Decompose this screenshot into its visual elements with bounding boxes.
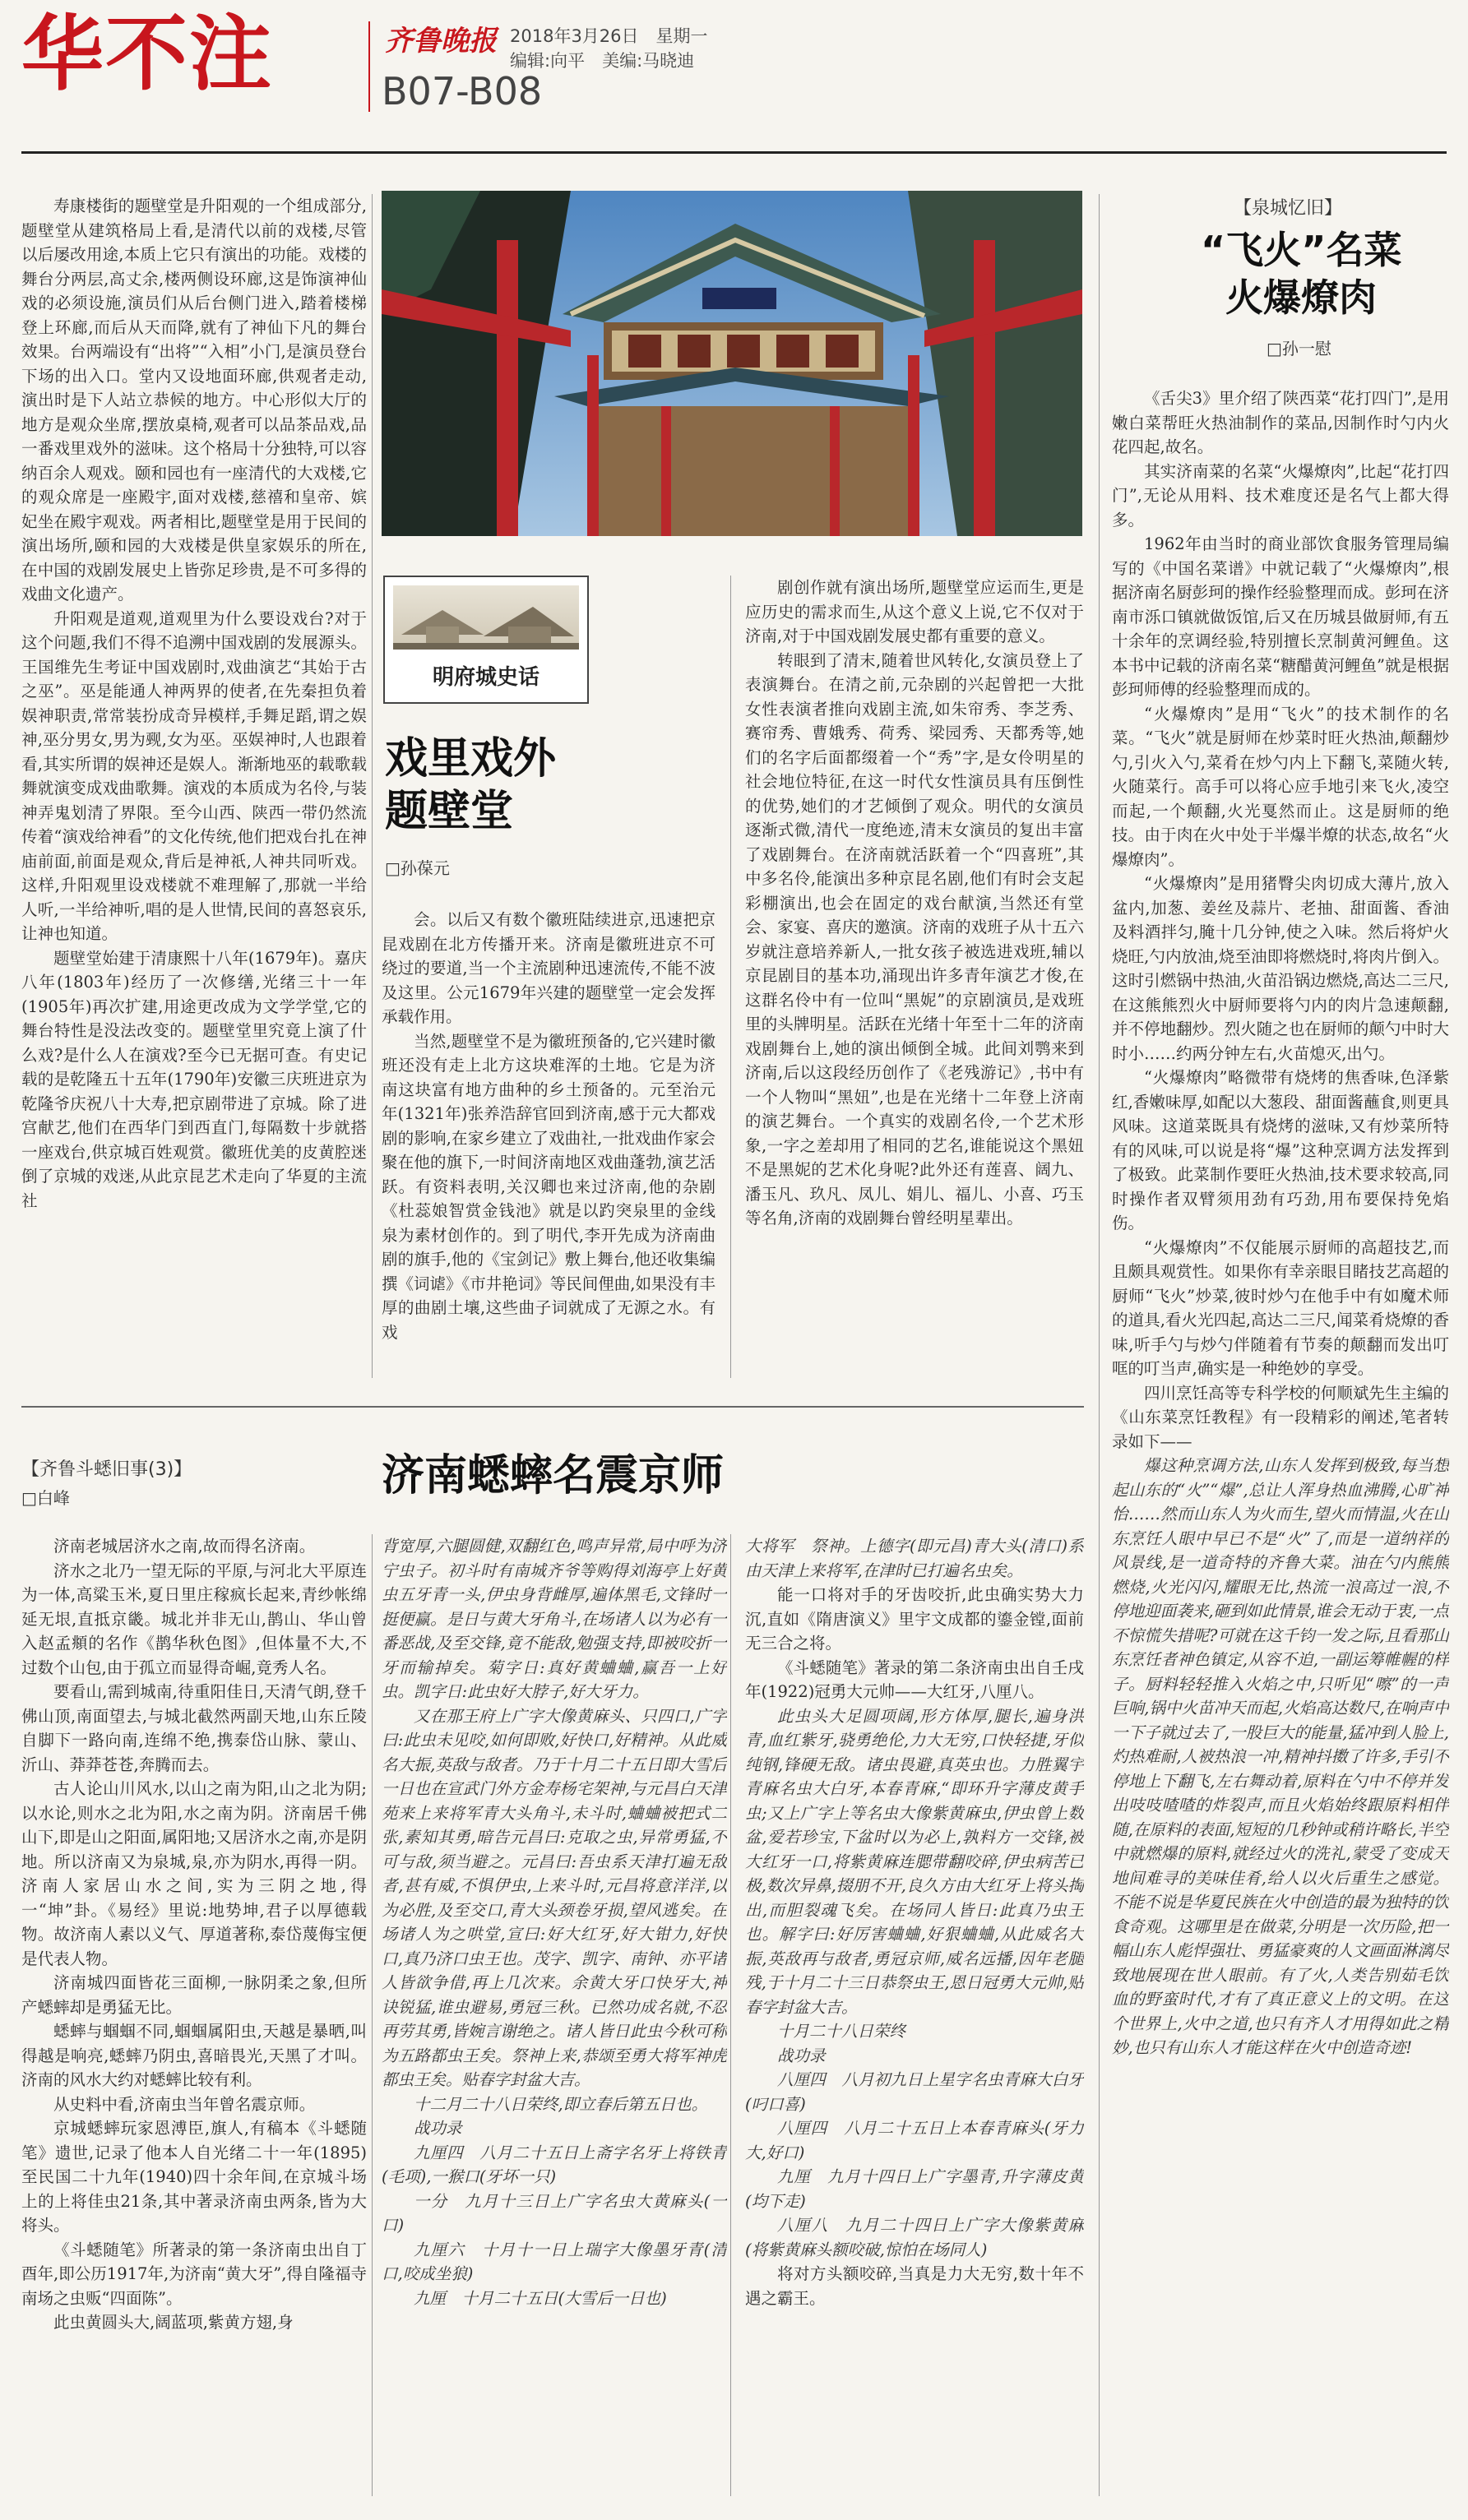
page-range: B07-B08 [382,69,543,113]
article3-column-2 [382,1534,727,2498]
header-rule [21,151,1447,154]
article1-paragraph: 寿康楼街的题壁堂是升阳观的一个组成部分,题壁堂从建筑格局上看,是清代以前的戏楼,尽管以后屡改用途,本质上它只有演出的功能。戏楼的舞台分两层,高丈余,楼两侧设环廊,这是饰演神仙戏的必须设施,演员们从后台侧门进入,踏着楼梯登上环廊,而后从天而降,就有了神仙下凡的舞台效果。台两端设有“出将”“入相”小门,是演员登台下场的出入口。堂内又设地面环廊,供观者走动,演出时是下人站立恭候的地方。中心形似大厅的地方是观众坐席,摆放桌椅,观者可以品茶品戏,品一番戏里戏外的滋味。这个格局十分独特,可以容纳百余人观戏。颐和园也有一座清代的大戏楼,它的观众席是一座殿宇,面对戏楼,慈禧和皇帝、嫔妃坐在殿宇观戏。两者相比,题壁堂是用于民间的演出场所,颐和园的大戏楼是供皇家娱乐的所在,在中国的戏剧发展史上皆弥足珍贵,是不可多得的戏曲文化遗产。 [21,197,367,603]
article1-byline: □孙葆元 [385,858,450,878]
article3-byline: □白峰 [21,1488,70,1508]
article2-paragraph: “火爆燎肉”是用猪臀尖肉切成大薄片,放入盆内,加葱、姜丝及蒜片、老抽、甜面酱、香油及料酒拌匀,腌十几分钟,使之入味。然后将炉火烧旺,勺内放油,烧至油即将燃烧时,将肉片倒入。这时引燃锅中热油,火苗沿锅边燃烧,高达二三尺,在这熊熊烈火中厨师要将勺内的肉片急速颠翻,并不停地翻炒。烈火随之也在厨师的颠勺中时大时小……约两分钟左右,火苗熄灭,出勺。 [1112,874,1449,1063]
article2-column-tag: 【泉城忆旧】 [1234,198,1343,219]
article3-headline: 济南蟋蟀名震京师 [382,1451,725,1500]
column-divider [730,1534,731,2496]
article2-headline-line1: “飞火”名菜 [1201,228,1402,272]
article1-column-3 [745,576,1084,1378]
old-city-sketch [393,585,579,650]
article1-headline-line2: 题壁堂 [385,787,514,836]
article3-record: 九厘 九月十四日上广字墨青,升字薄皮黄(均下走) [745,2167,1084,2211]
article3-quote: 大将军 祭神。上德字(即元昌)青大头(清口)系由天津上来将军,在津时已打遍名虫矣。 [745,1537,1084,1580]
article1-column-1 [21,194,367,1380]
article2-paragraph: “火爆燎肉”略微带有烧烤的焦香味,色泽紫红,香嫩味厚,如配以大葱段、甜面酱蘸食,则更具风味。这道菜既具有烧烤的滋味,又有炒菜所特有的风味,可以说是将“爆”这种烹调方法发挥到了极致。此菜制作要旺火热油,技术要求较高,同时操作者双臂须用劲有巧劲,用布要保持免焰伤。 [1112,1068,1449,1232]
article3-record: 九厘四 八月二十五日上斋字名牙上将铁青(毛项),一猴口(牙坏一只) [382,2143,727,2186]
article3-column-3 [745,1534,1084,2498]
column-divider [372,194,373,1378]
article3-record: 一分 九月十三日上广字名虫大黄麻头(一口) [382,2191,727,2235]
article3-record: 九厘 十月二十五日(大雪后一日也) [414,2288,667,2308]
column-badge [383,576,589,704]
article3-record: 九厘六 十月十一日上瑞字大像墨牙青(清口,咬成坐狼) [382,2240,727,2283]
article1-column-2 [382,908,715,1378]
article1-paragraph: 题壁堂始建于清康熙十八年(1679年)。嘉庆八年(1803年)经历了一次修缮,光绪三十一年(1905年)再次扩建,用途更改成为文学学堂,它的舞台特性是没法改变的。题壁堂里究竟上演了什么戏?是什么人在演戏?至今已无据可查。有史记载的是乾隆五十五年(1790年)安徽三庆班进京为乾隆爷庆祝八十大寿,把京剧带进了京城。除了进宫献艺,他们在西华门到西直门,每隔数十步就搭一座戏台,供京城百姓观赏。徽班优美的皮黄腔迷倒了京城的戏迷,从此京昆艺术走向了华夏的主流社 [21,948,367,1210]
article2-paragraph: 1962年由当时的商业部饮食服务管理局编写的《中国名菜谱》中就记载了“火爆燎肉”,根据济南名厨彭珂的操作经验整理而成。彭珂在济南市泺口镇就做饭馆,后又在历城县做厨师,有五十余年的烹调经验,特别擅长烹制黄河鲤鱼。这本书中记载的济南名菜“糖醋黄河鲤鱼”就是根据彭珂师傅的经验整理而成的。 [1112,534,1449,699]
article1-paragraph: 升阳观是道观,道观里为什么要设戏台?对于这个问题,我们不得不追溯中国戏剧的发展源头。王国维先生考证中国戏剧时,戏曲演艺“其始于古之巫”。巫是能通人神两界的使者,在先秦担负着娱神职责,常常装扮成奇异模样,手舞足蹈,谓之娱神,巫分男女,男为觋,女为巫。巫娱神时,人也跟着看,其实所谓的娱神还是娱人。渐渐地巫的载歌载舞就演变成戏曲歌舞。演戏的本质成为名伶,与装神弄鬼划清了界限。至今山西、陕西一带仍然流传着“演戏给神看”的文化传统,他们把戏台扎在神庙前面,前面是观众,背后是神祇,人神共同听戏。这样,升阳观里设戏楼就不难理解了,那就一半给人听,一半给神听,唱的是人世情,民间的喜怒哀乐,让神也知道。 [21,608,367,943]
article3-column-1 [21,1534,367,2498]
article3-paragraph: 济水之北乃一望无际的平原,与河北大平原连为一体,高粱玉米,夏日里庄稼疯长起来,青纱帐绵延无垠,直抵京畿。城北并非无山,鹊山、华山曾入赵孟頫的名作《鹊华秋色图》,但体量不大,不过数个山包,由于孤立而显得奇崛,竟秀人名。 [21,1561,367,1677]
column-divider [372,1534,373,2496]
traditional-stage-building-illustration [382,191,1082,536]
article3-records-title: 战功录 [777,2046,826,2065]
article2-paragraph: “火爆燎肉”是用“飞火”的技术制作的名菜。“飞火”就是厨师在炒菜时旺火热油,颠翻炒勺,引火入勺,菜肴在炒勺内上下翻飞,菜随火转,火随菜行。高手可以将心应手地引来飞火,凌空而起,一个颠翻,火光戛然而止。这是厨师的绝技。由于肉在火中处于半爆半燎的状态,故名“火爆燎肉”。 [1112,704,1449,869]
article3-record: 八厘四 八月二十五日上本春青麻头(牙力大,好口) [745,2119,1084,2162]
city-gate-sketch-icon [393,585,579,650]
article3-quote: 又在那王府上广字大像黄麻头、只四口,广字曰:此虫未见咬,如何即败,好快口,好精神。从此威名大振,英敌与敌者。乃于十月二十五日即大雪后一日也在宣武门外方金寿杨宅架神,与元昌白天津苑来上来将军青大头角斗,未斗时,蛐蛐被把式二张,素知其勇,暗告元昌曰:克取之虫,异常勇猛,不可与敌,须当避之。元昌曰:吾虫系天津打遍无敌者,甚有威,不惧伊虫,上来斗时,元昌将意洋洋,以为必胜,及至交口,青大头颈卷牙损,望风逃矣。在场诸人为之哄堂,宣曰:好大红牙,好大钳力,好快口,真乃济口虫王也。茂字、凯字、南钟、亦平诸人皆欲争借,再上几次来。余黄大牙口快牙大,神诀锐猛,谁虫避易,勇冠三秋。已然功成名就,不忍再劳其勇,皆婉言谢绝之。诸人皆日此虫今秋可称为五路都虫王矣。祭神上来,恭颂至勇大将军神虎都虫王矣。贴春字封盆大吉。 [382,1706,727,2089]
page-section-title: 华不注 [21,6,273,102]
article3-column-tag: 【齐鲁斗蟋旧事(3)】 [21,1459,192,1480]
article3-paragraph: 从史料中看,济南虫当年曾名震京师。 [53,2094,316,2114]
article1-paragraph: 当然,题壁堂不是为徽班预备的,它兴建时徽班还没有走上北方这块难浑的土地。它是为济南这块富有地方曲种的乡土预备的。元至治元年(1321年)张养浩辞官回到济南,感于元大都戏剧的影响,在家乡建立了戏曲社,一批戏曲作家会聚在他的旗下,一时间济南地区戏曲蓬勃,演艺活跃。有资料表明,关汉卿也来过济南,他的杂剧《杜蕊娘智赏金钱池》就是以趵突泉里的金线泉为素材创作的。到了明代,李开先成为济南曲剧的旗手,他的《宝剑记》敷上舞台,他还收集编撰《词谑》《市井艳词》等民间俚曲,如果没有丰厚的曲剧土壤,这些曲子词就成了无源之水。有戏 [382,1031,715,1342]
article3-paragraph: 京城蟋蟀玩家恩溥臣,旗人,有稿本《斗蟋随笔》遗世,记录了他本人自光绪二十一年(1895)至民国二十九年(1940)四十余年间,在京城斗场上的上将佳虫21条,其中著录济南虫两条,皆为大将头。 [21,2119,367,2235]
article3-paragraph: 《斗蟋随笔》所著录的第一条济南虫出自丁酉年,即公历1917年,为济南“黄大牙”,得自隆福寺南场之虫贩“四面陈”。 [21,2240,367,2308]
article3-paragraph: 济南老城居济水之南,故而得名济南。 [53,1537,316,1556]
article3-paragraph: 蟋蟀与蝈蝈不同,蝈蝈属阳虫,天越是暴晒,叫得越是响亮,蟋蟀乃阴虫,喜暗畏光,天黑了才叫。济南的风水大约对蟋蟀比较有利。 [21,2022,367,2089]
column-divider [1099,194,1100,2496]
article2-paragraph: 其实济南菜的名菜“火爆燎肉”,比起“花打四门”,无论从用料、技术难度还是名气上都大得多。 [1112,461,1449,529]
article2-paragraph: 四川烹饪高等专科学校的何顺斌先生主编的《山东菜烹饪教程》有一段精彩的阐述,笔者转录如下—— [1112,1383,1449,1451]
article1-headline-line1: 戏里戏外 [385,734,557,784]
article2-byline: □孙一慰 [1267,339,1331,358]
article2-body [1112,386,1449,2498]
article3-paragraph: 将对方头额咬碎,当真是力大无穷,数十年不遇之霸王。 [745,2264,1084,2308]
column-badge-label: 明府城史话 [432,665,540,690]
article1-paragraph: 会。以后又有数个徽班陆续进京,迅速把京昆戏剧在北方传播开来。济南是徽班进京不可绕过的要道,当一个主流剧种迅速流传,不能不波及这里。公元1679年兴建的题壁堂一定会发挥承载作用。 [382,910,715,1026]
pavilion-photo [382,191,1082,536]
article2-quote: 爆这种烹调方法,山东人发挥到极致,每当想起山东的“火”“爆”,总让人浑身热血沸腾,心旷神怡……然而山东人为火而生,望火而情温,火在山东烹饪人眼中早已不是“火”了,而是一道纳祥的风景线,是一道奇特的齐鲁大菜。油在勺内熊熊燃烧,火光闪闪,耀眼无比,热流一浪高过一浪,不停地迎面袭来,砸到如此情景,谁会无动于衷,一点不惊慌失措呢?可就在这千钧一发之际,且看那山东烹饪者神色镇定,从容不迫,一副运筹帷幄的样子。厨料轻轻推入火焰之中,只听见“嚓”的一声巨响,锅中火苗冲天而起,火焰高达数尺,在响声中一下子就过去了,一股巨大的能量,猛冲到人脸上,灼热难耐,人被热浪一冲,精神抖擞了许多,手引不停地上下翻飞,左右舞动着,原料在勺中不停并发出吱吱喳喳的炸裂声,而且火焰始终跟原料相伴随,在原料的表面,短短的几秒钟或稍许略长,半空中就燃爆的原料,就经过火的洗礼,蒙受了变成天地间难寻的美味佳肴,给人以火后重生之感觉。不能不说是华夏民族在火中创造的最为独特的饮食奇观。这哪里是在做菜,分明是一次历险,把一幅山东人彪悍强壮、勇猛豪爽的人文画面淋漓尽致地展现在世人眼前。有了火,人类告别茹毛饮血的野蛮时代,才有了真正意义上的文明。在这个世界上,火中之道,也只有齐人才用得如此之精妙,也只有山东人才能这样在火中创造奇迹! [1112,1456,1449,2057]
article2-paragraph: “火爆燎肉”不仅能展示厨师的高超技艺,而且颇具观赏性。如果你有幸亲眼目睹技艺高超的厨师“飞火”炒菜,彼时炒勺在他手中有如魔术师的道具,看火光四起,高达二三尺,闻菜肴烧燎的香味,听手勺与炒勺伴随着有节奏的颠翻而发出叮哐的叮当声,确实是一种绝妙的享受。 [1112,1237,1449,1378]
article3-date-note: 十月二十八日荣终 [777,2022,906,2041]
article3-paragraph: 要看山,需到城南,待重阳佳日,天清气朗,登千佛山顶,南面望去,与城北截然两副天地,山东丘陵自脚下一路向南,连绵不绝,携泰岱山脉、蒙山、沂山、莽莽苍苍,奔腾而去。 [21,1682,367,1774]
publication-logo: 齐鲁晚报 [385,25,497,58]
article1-paragraph: 转眼到了清末,随着世风转化,女演员登上了表演舞台。在清之前,元杂剧的兴起曾把一大批女性表演者推向戏剧主流,如朱帘秀、李芝秀、赛帘秀、曹娥秀、荷秀、梁园秀、天都秀等,她们的名字后面都缀着一个“秀”字,是女伶明星的社会地位特征,在这一时代女性演员具有压倒性的优势,她们的才艺倾倒了观众。明代的女演员逐渐式微,清代一度绝迹,清末女演员的复出丰富了戏剧舞台。在济南就活跃着一个“四喜班”,其中多名伶,能演出多种京昆名剧,他们有时会支起彩棚演出,也会在固定的戏台献演,当然还有堂会、家宴、喜庆的邀演。济南的戏班子从十五六岁就注意培养新人,一批女孩子被选进戏班,辅以京昆剧目的基本功,涌现出许多青年演艺才俊,在这群名伶中有一位叫“黑妮”的京剧演员,是戏班里的头牌明星。活跃在光绪十年至十二年的济南戏剧舞台上,她的演出倾倒全城。此间刘鹗来到济南,后以这段经历创作了《老残游记》,书中有一个人物叫“黑妞”,也是在光绪十二年登上济南的演艺舞台。一个真实的戏剧名伶,一个艺术形象,一字之差却用了相同的艺名,谁能说这个黑妞不是黑妮的艺术化身呢?此外还有莲喜、阔九、潘玉凡、玖凡、凤儿、娟儿、福儿、小喜、巧玉等名角,济南的戏剧舞台曾经明星辈出。 [745,650,1084,1228]
column-divider [730,576,731,1378]
article3-paragraph: 《斗蟋随笔》著录的第二条济南虫出自壬戌年(1922)冠勇大元帅——大红牙,八厘八。 [745,1658,1084,1701]
article3-paragraph: 此虫黄圆头大,阔蓝项,紫黄方翅,身 [53,2313,294,2332]
article3-records-title: 战功录 [414,2119,462,2138]
section-rule [21,1406,1084,1408]
article3-record: 八厘四 八月初九日上星字名虫青麻大白牙(叼口喜) [745,2070,1084,2114]
article3-paragraph: 古人论山川风水,以山之南为阳,山之北为阴;以水论,则水之北为阳,水之南为阴。济南居千佛山下,即是山之阳面,属阳地;又居济水之南,亦是阴地。所以济南又为泉城,泉,亦为阴水,再得一阴。济南人家居山水之间,实为三阴之地,得一“坤”卦。《易经》里说:地势坤,君子以厚德载物。故济南人素以义气、厚道著称,泰岱蔑侮宝便是代表人物。 [21,1779,367,1968]
article2-headline-line2: 火爆燎肉 [1225,275,1377,320]
article3-paragraph: 能一口将对手的牙齿咬折,此虫确实势大力沉,直如《隋唐演义》里宇文成都的鎏金镗,面前无三合之将。 [745,1585,1084,1653]
article3-quote: 背宽厚,六腿圆健,双翻红色,鸣声异常,局中呼为济宁虫子。初斗时有南城齐爷等购得刘海亭上好黄虫五牙青一头,伊虫身背雌厚,遍体黑毛,文锋时一挺便赢。是日与黄大牙角斗,在场诸人以为必有一番恶战,及至交锋,竟不能敌,勉强支持,即被咬折一牙而输掉矣。菊字日:真好黄蛐蛐,赢吾一上好虫。凯字日:此虫好大脖子,好大牙力。 [382,1537,727,1701]
header-divider [368,21,370,112]
article3-paragraph: 济南城四面皆花三面柳,一脉阴柔之象,但所产蟋蟀却是勇猛无比。 [21,1973,367,2017]
editor-credits: 编辑:向平 美编:马晓迪 [510,51,695,71]
article3-date-note: 十二月二十八日荣终,即立春后第五日也。 [414,2094,708,2114]
article2-paragraph: 《舌尖3》里介绍了陕西菜“花打四门”,是用嫩白菜帮旺火热油制作的菜品,因制作时勺内火花四起,故名。 [1112,389,1449,456]
issue-date: 2018年3月26日 星期一 [510,26,708,46]
article1-paragraph: 剧创作就有演出场所,题壁堂应运而生,更是应历史的需求而生,从这个意义上说,它不仅对于济南,对于中国戏剧发展史都有重要的意义。 [745,578,1084,645]
article3-record: 八厘八 九月二十四日上广字大像紫黄麻(将紫黄麻头额咬破,惊怕在场同人) [745,2216,1084,2259]
article3-quote: 此虫头大足圆项阔,形方体厚,腿长,遍身洪青,血红紫牙,骁勇绝伦,力大无穷,口快轻捷,牙似纯钢,锋硬无敌。诸虫畏避,真英虫也。力胜翼宇青麻名虫大白牙,本春青麻,“即环升字薄皮黄手虫;又上广字上等名虫大像紫黄麻虫,伊虫曾上数盆,爱若珍宝,下盆时以为必上,孰料方一交锋,被大红牙一口,将紫黄麻连腮带翻咬碎,伊虫病苦已极,数次异鼻,掇朋不开,良久方由大红牙上将头掏出,而胆裂魂飞矣。在场同人皆日:此真乃虫王也。解字曰:好厉害蛐蛐,好狠蛐蛐,从此威名大振,英敌再与敌者,勇冠京师,威名远播,因年老腿残,于十月二十三日恭祭虫王,恩日冠勇大元帅,贴春字封盆大吉。 [745,1706,1084,2017]
